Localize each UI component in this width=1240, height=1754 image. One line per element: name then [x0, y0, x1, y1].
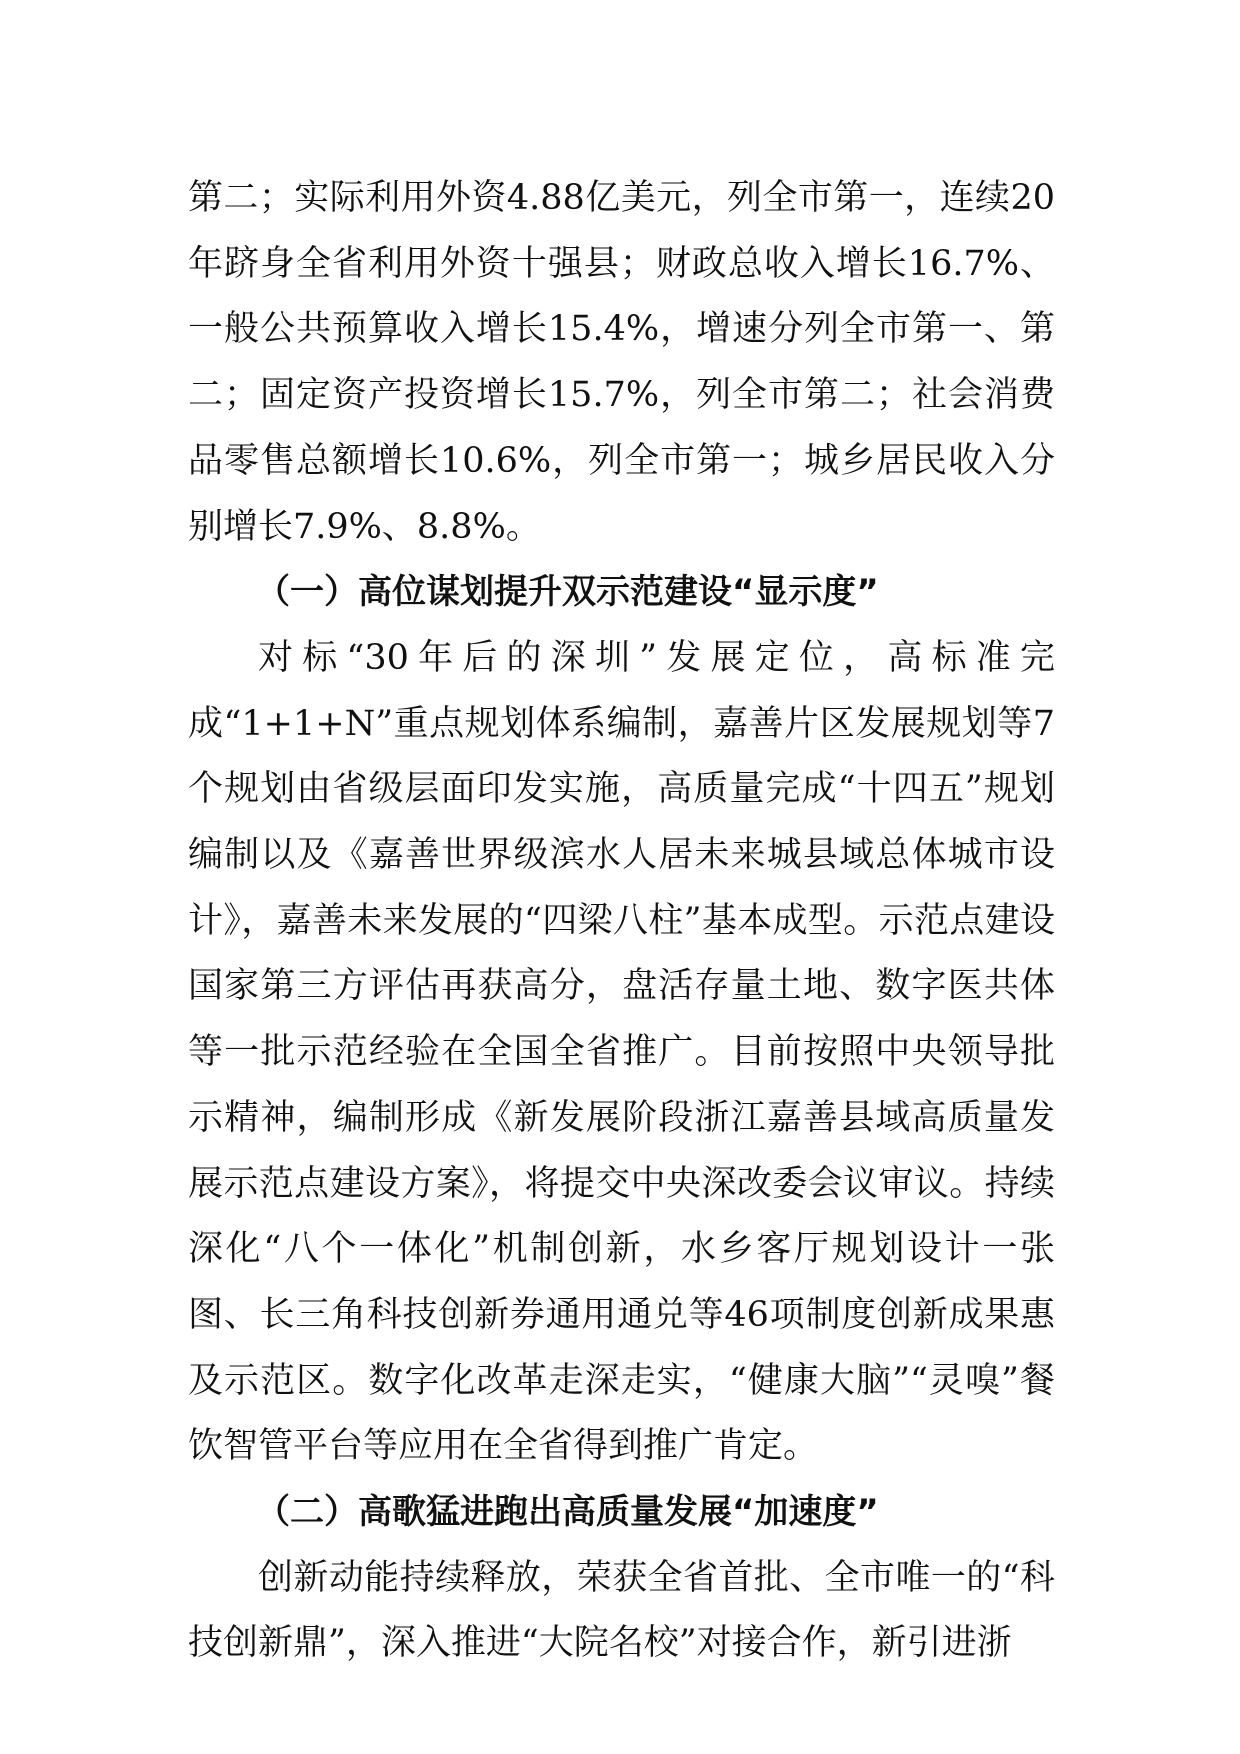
body-paragraph: 对标“30年后的深圳”发展定位，高标准完成“1+1+N”重点规划体系编制，嘉善片区发展规划等7个规划由省级层面印发实施，高质量完成“十四五”规划编制以及《嘉善世界级滨水人居未来城县域总体城市设计》，嘉善未来发展的“四梁八柱”基本成型。示范点建设国家第三方评估再获高分，盘活存量土地、数字医共体等一批示范经验在全国全省推广。目前按照中央领导批示精神，编制形成《新发展阶段浙江嘉善县域高质量发展示范点建设方案》，将提交中央深改委会议审议。持续深化“八个一体化”机制创新，水乡客厅规划设计一张图、长三角科技创新券通用通兑等46项制度创新成果惠及示范区。数字化改革走深走实，“健康大脑”“灵嗅”餐饮智管平台等应用在全省得到推广肯定。 — [188, 637, 1055, 1467]
section-heading: （二）高歌猛进跑出高质量发展“加速度” — [256, 1492, 879, 1533]
body-paragraph: 创新动能持续释放，荣获全省首批、全市唯一的“科技创新鼎”，深入推进“大院名校”对接合作，新引进浙 — [188, 1557, 1055, 1664]
body-paragraph: 第二；实际利用外资4.88亿美元，列全市第一，连续20年跻身全省利用外资十强县；财政总收入增长16.7%、一般公共预算收入增长15.4%，增速分列全市第一、第二；固定资产投资增长15.7%，列全市第二；社会消费品零售总额增长10.6%，列全市第一；城乡居民收入分别增长7.9%、8.8%。 — [188, 178, 1055, 547]
document-body — [188, 166, 1055, 1677]
section-heading: （一）高位谋划提升双示范建设“显示度” — [256, 572, 879, 613]
